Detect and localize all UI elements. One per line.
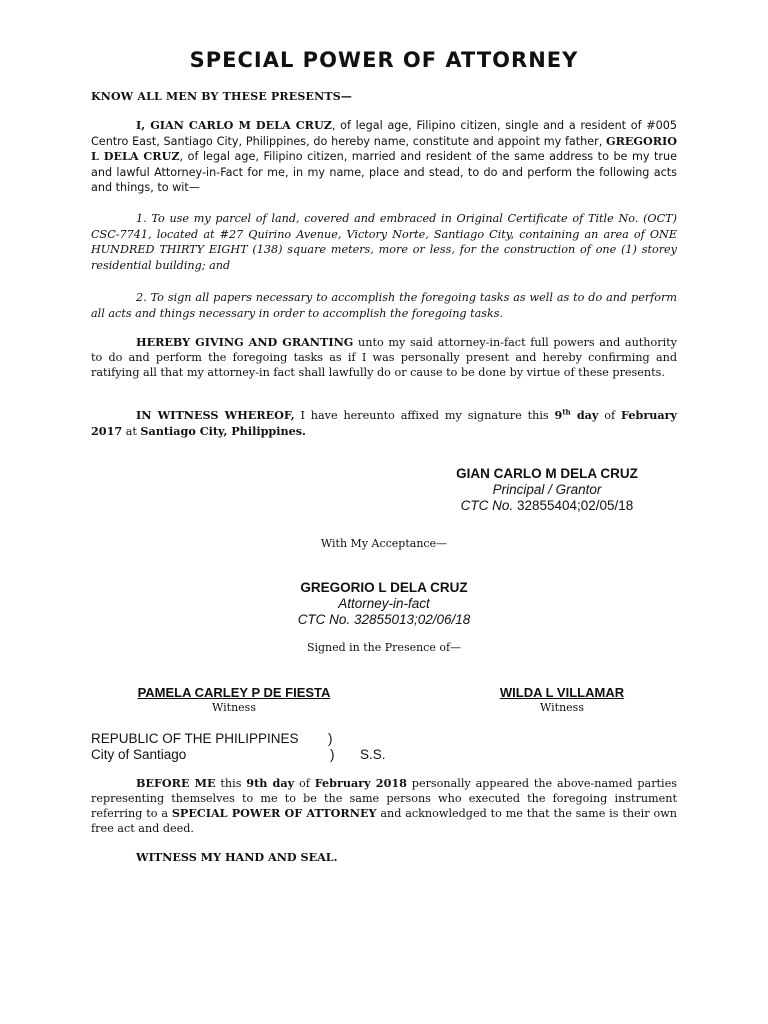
whereof-lead: IN WITNESS WHEREOF, (136, 408, 295, 422)
attorney-role: Attorney-in-fact (338, 596, 430, 611)
granting-body: unto my said attorney-in-fact full powers and authority to do and perform the foregoing tasks as if I was personally present and hereby confirming and ratifying all that my attorney-in fact shall lawfully do or cause to be done by virtue of these presents. (91, 336, 677, 379)
witness-1 (98, 685, 370, 714)
whereof-text-a: I have hereunto affixed my signature this (294, 409, 555, 422)
closing-line (91, 850, 677, 866)
item-2: 2. To sign all papers necessary to accomplish the foregoing tasks as well as to do and perform all acts and things necessary in order to accomplish the foregoing tasks. (91, 291, 677, 320)
whereof-day-word: day (570, 408, 599, 422)
whereof-place: Santiago City, Philippines. (140, 423, 306, 438)
ack-text-c: personally appeared the above-named parties representing themselves to me to be the same persons who executed the foregoing instrument referring to a (91, 777, 677, 820)
ack-date: February 2018 (314, 776, 407, 790)
ack-text-a: this (215, 777, 247, 790)
witness-2 (462, 685, 662, 714)
presence-line: Signed in the Presence of— (306, 641, 462, 654)
acknowledgment-paragraph (91, 776, 677, 836)
ack-text-d: and acknowledged to me that the same is their own free act and deed. (91, 807, 677, 835)
venue-ss: S.S. (360, 747, 386, 762)
witness-1-role: Witness (212, 701, 256, 714)
ack-day: 9th day (246, 776, 295, 790)
item-1: 1. To use my parcel of land, covered and embraced in Original Certificate of Title No. (OCT) CSC-7741, located at #27 Quirino Avenue, Victory Norte, Santiago City, containing an area of ONE HUNDRED THIRTY EIGHT (138) square meters, more or less, for the construction of one (1) storey residential building; and (91, 212, 677, 272)
attorney-signature-block (249, 580, 519, 628)
attorney-ctc: CTC No. 32855013;02/06/18 (297, 612, 471, 627)
ack-lead: BEFORE ME (136, 776, 216, 790)
grantor-signature-block (412, 466, 682, 514)
p1-body-a: , of legal age, Filipino citizen, single and a resident of #005 Centro East, Santiago City, Philippines, do hereby name, constitute and appoint my father, (91, 119, 677, 148)
venue-republic: REPUBLIC OF THE PHILIPPINES (91, 731, 299, 746)
witness-2-role: Witness (540, 701, 584, 714)
venue-city: City of Santiago (91, 747, 187, 762)
granting-paragraph (91, 335, 677, 380)
appointment-paragraph (91, 118, 677, 196)
whereof-text-c: at (122, 424, 141, 438)
attorney-sig-name: GREGORIO L DELA CRUZ (300, 580, 468, 595)
attorney-name: GREGORIO L DELA CRUZ (91, 133, 677, 163)
grantor-ctc: 32855404;02/05/18 (513, 498, 634, 513)
granting-lead: HEREBY GIVING AND GRANTING (136, 335, 354, 349)
acceptance-line: With My Acceptance— (320, 537, 448, 550)
whereof-day-suffix: th (562, 407, 571, 417)
document-title: SPECIAL POWER OF ATTORNEY (189, 48, 579, 72)
grantor-name: GIAN CARLO M DELA CRUZ (456, 466, 638, 481)
venue-paren-1: ) (328, 731, 333, 746)
witness-1-name: PAMELA CARLEY P DE FIESTA (137, 685, 331, 700)
ack-doc-name: SPECIAL POWER OF ATTORNEY (171, 806, 377, 820)
grantor-ctc-label: CTC No. (460, 498, 514, 513)
p1-lead: I, (136, 118, 151, 132)
witness-whereof-paragraph (91, 408, 677, 439)
grantor-role: Principal / Grantor (492, 482, 602, 497)
intro-line: KNOW ALL MEN BY THESE PRESENTS— (91, 90, 353, 103)
whereof-text-b: of (598, 409, 622, 422)
whereof-date: February 2017 (91, 408, 677, 438)
whereof-day: 9 (554, 408, 563, 422)
venue-paren-2: ) (330, 747, 335, 762)
principal-name: GIAN CARLO M DELA CRUZ (150, 118, 332, 132)
witness-2-name: WILDA L VILLAMAR (499, 685, 625, 700)
p1-body-b: , of legal age, Filipino citizen, married and resident of the same address to be my true and lawful Attorney-in-Fact for me, in my name, place and stead, to do and perform the following acts and things, to wit— (91, 150, 677, 194)
ack-text-b: of (294, 777, 315, 790)
closing-text: WITNESS MY HAND AND SEAL. (136, 850, 338, 864)
